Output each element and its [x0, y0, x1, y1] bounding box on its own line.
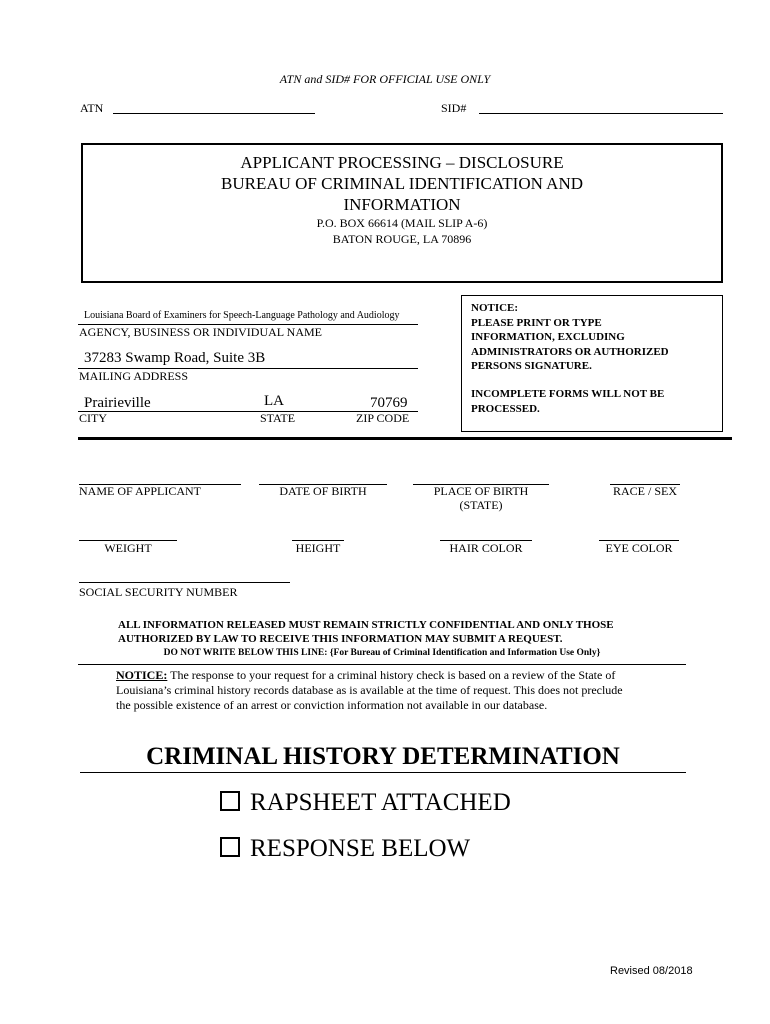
notice-title: NOTICE:	[471, 302, 519, 314]
form-title-line2: BUREAU OF CRIMINAL IDENTIFICATION AND	[220, 174, 584, 193]
mailing-address-label: MAILING ADDRESS	[79, 369, 189, 383]
incomplete-line2: PROCESSED.	[471, 403, 540, 415]
notice-line4: PERSONS SIGNATURE.	[471, 360, 592, 372]
agency-name-value[interactable]: Louisiana Board of Examiners for Speech-Language Pathology and Audiology	[84, 310, 400, 321]
revision-date: Revised 08/2018	[610, 965, 693, 977]
notice-line2: INFORMATION, EXCLUDING	[471, 331, 625, 343]
state-value[interactable]: LA	[264, 393, 284, 409]
rapsheet-label: RAPSHEET ATTACHED	[250, 789, 511, 816]
weight-label: WEIGHT	[104, 541, 152, 555]
response-notice-line2: Louisiana’s criminal history records database as is available at the time of request. This does not preclude	[116, 683, 623, 697]
sid-field[interactable]	[479, 113, 723, 114]
do-not-write-line: DO NOT WRITE BELOW THIS LINE: {For Bureau of Criminal Identification and Information Use Only}	[163, 648, 601, 658]
rapsheet-checkbox[interactable]	[220, 791, 240, 811]
determination-title: CRIMINAL HISTORY DETERMINATION	[146, 743, 620, 770]
notice-box	[461, 295, 723, 432]
rapsheet-option[interactable]	[220, 789, 511, 817]
form-title-line3: INFORMATION	[343, 195, 461, 214]
hair-color-label: HAIR COLOR	[449, 541, 523, 555]
zip-label: ZIP CODE	[356, 411, 410, 425]
eye-color-label: EYE COLOR	[605, 541, 673, 555]
determination-underline	[80, 772, 686, 773]
city-label: CITY	[79, 411, 107, 425]
confidential-line2: AUTHORIZED BY LAW TO RECEIVE THIS INFORMATION MAY SUBMIT A REQUEST.	[118, 633, 563, 645]
response-below-label: RESPONSE BELOW	[250, 835, 471, 862]
notice-line3: ADMINISTRATORS OR AUTHORIZED	[471, 345, 669, 358]
state-label: STATE	[260, 411, 296, 425]
height-label: HEIGHT	[295, 541, 341, 555]
response-notice-line3: the possible existence of an arrest or conviction information not available in our database.	[116, 698, 548, 712]
response-notice-line1: The response to your request for a criminal history check is based on a review of the State of	[170, 668, 616, 682]
incomplete-line1: INCOMPLETE FORMS WILL NOT BE	[471, 388, 665, 400]
section-divider	[78, 437, 732, 440]
title-box	[81, 143, 723, 283]
pob-label: PLACE OF BIRTH	[433, 484, 529, 498]
bureau-address-line2: BATON ROUGE, LA 70896	[332, 232, 472, 246]
agency-name-label: AGENCY, BUSINESS OR INDIVIDUAL NAME	[79, 325, 323, 339]
form-title-line1: APPLICANT PROCESSING – DISCLOSURE	[240, 153, 564, 172]
bureau-address-line1: P.O. BOX 66614 (MAIL SLIP A-6)	[316, 216, 488, 230]
pob-sublabel: (STATE)	[459, 498, 503, 512]
do-not-write-divider	[78, 664, 686, 665]
ssn-field[interactable]	[79, 582, 290, 583]
official-use-heading: ATN and SID# FOR OFFICIAL USE ONLY	[279, 72, 491, 86]
ssn-label: SOCIAL SECURITY NUMBER	[79, 585, 238, 599]
notice-line1: PLEASE PRINT OR TYPE	[471, 316, 602, 329]
response-notice-label: NOTICE:	[116, 668, 168, 682]
sid-label: SID#	[441, 101, 467, 115]
race-sex-label: RACE / SEX	[612, 484, 677, 498]
response-below-checkbox[interactable]	[220, 837, 240, 857]
city-value[interactable]: Prairieville	[84, 395, 151, 411]
dob-label: DATE OF BIRTH	[279, 484, 367, 498]
atn-label: ATN	[80, 101, 104, 115]
atn-field[interactable]	[113, 113, 315, 114]
confidential-line1: ALL INFORMATION RELEASED MUST REMAIN STRICTLY CONFIDENTIAL AND ONLY THOSE	[118, 619, 614, 631]
mailing-address-value[interactable]: 37283 Swamp Road, Suite 3B	[84, 350, 266, 366]
response-below-option[interactable]	[220, 835, 470, 863]
zip-value[interactable]: 70769	[370, 395, 408, 411]
applicant-name-label: NAME OF APPLICANT	[79, 484, 202, 498]
